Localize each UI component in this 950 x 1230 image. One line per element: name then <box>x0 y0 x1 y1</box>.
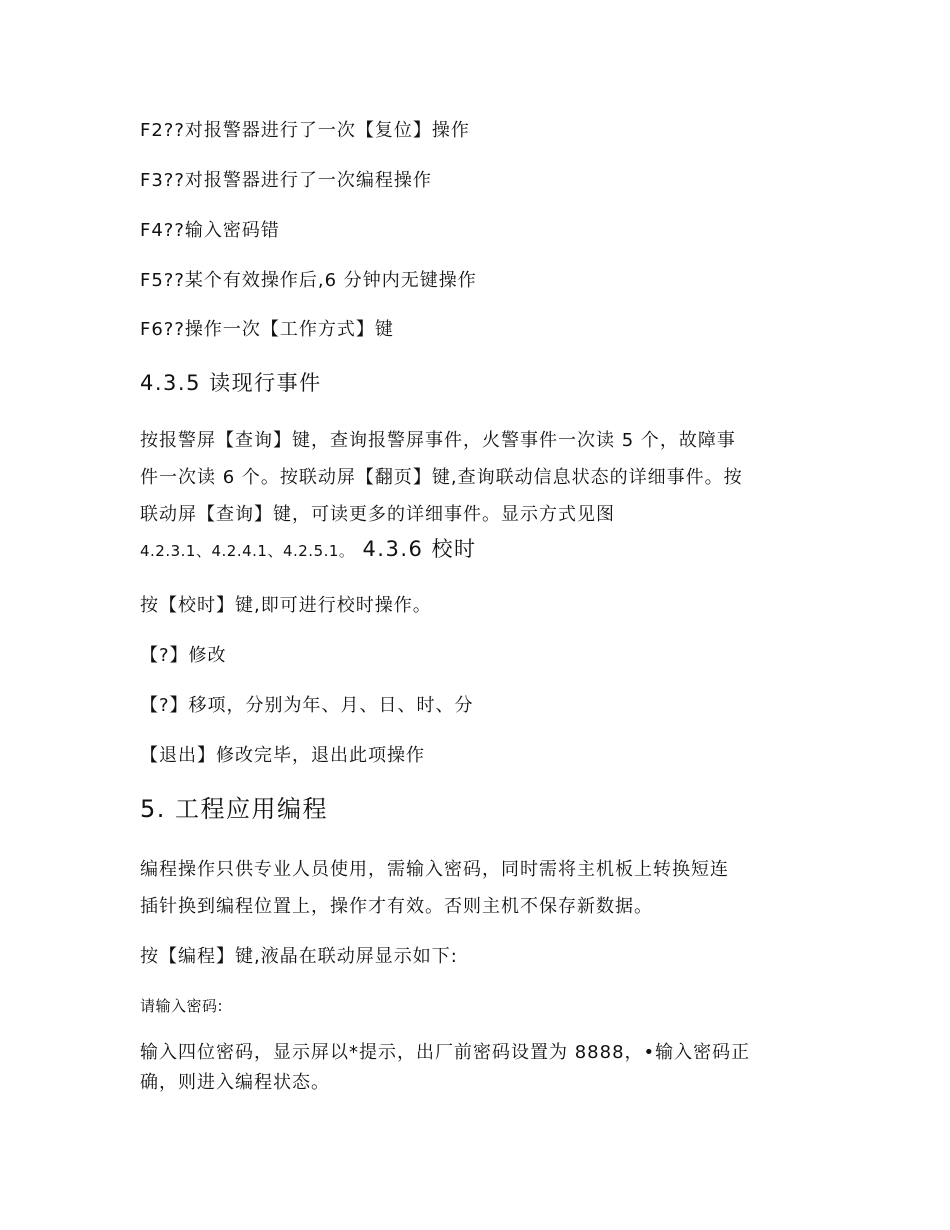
f-code-line: F6??操作一次【工作方式】键 <box>140 319 394 340</box>
paragraph-line-with-heading <box>140 537 820 563</box>
paragraph-line: 【?】移项，分别为年、月、日、时、分 <box>140 695 474 716</box>
f-code-line: F3??对报警器进行了一次编程操作 <box>140 170 432 191</box>
paragraph-line: 按报警屏【查询】键，查询报警屏事件，火警事件一次读 5 个，故障事 <box>140 430 736 451</box>
figure-reference: 4.2.3.1、4.2.4.1、4.2.5.1。 <box>140 542 355 560</box>
f-code-line: F4??输入密码错 <box>140 220 280 241</box>
paragraph-line: 插针换到编程位置上，操作才有效。否则主机不保存新数据。 <box>140 896 653 917</box>
f-code-line: F2??对报警器进行了一次【复位】操作 <box>140 120 470 141</box>
password-prompt: 请输入密码: <box>140 997 224 1015</box>
paragraph-line: 【退出】修改完毕，退出此项操作 <box>140 745 425 766</box>
paragraph-line: 按【校时】键,即可进行校时操作。 <box>140 595 432 616</box>
section-heading-5: 5. 工程应用编程 <box>140 795 329 823</box>
paragraph-line: 【?】修改 <box>140 645 227 666</box>
f-code-line: F5??某个有效操作后,6 分钟内无键操作 <box>140 270 477 291</box>
paragraph-line: 确，则进入编程状态。 <box>140 1072 330 1093</box>
paragraph-line: 联动屏【查询】键，可读更多的详细事件。显示方式见图 <box>140 504 615 525</box>
paragraph-line: 按【编程】键,液晶在联动屏显示如下: <box>140 946 458 967</box>
section-heading-4-3-6: 4.3.6 校时 <box>362 537 477 561</box>
section-heading-4-3-5: 4.3.5 读现行事件 <box>140 371 322 395</box>
paragraph-line: 编程操作只供专业人员使用，需输入密码，同时需将主机板上转换短连 <box>140 859 729 880</box>
paragraph-line: 输入四位密码，显示屏以*提示，出厂前密码设置为 8888，•输入密码正 <box>140 1042 751 1063</box>
paragraph-line: 件一次读 6 个。按联动屏【翻页】键,查询联动信息状态的详细事件。按 <box>140 467 743 488</box>
